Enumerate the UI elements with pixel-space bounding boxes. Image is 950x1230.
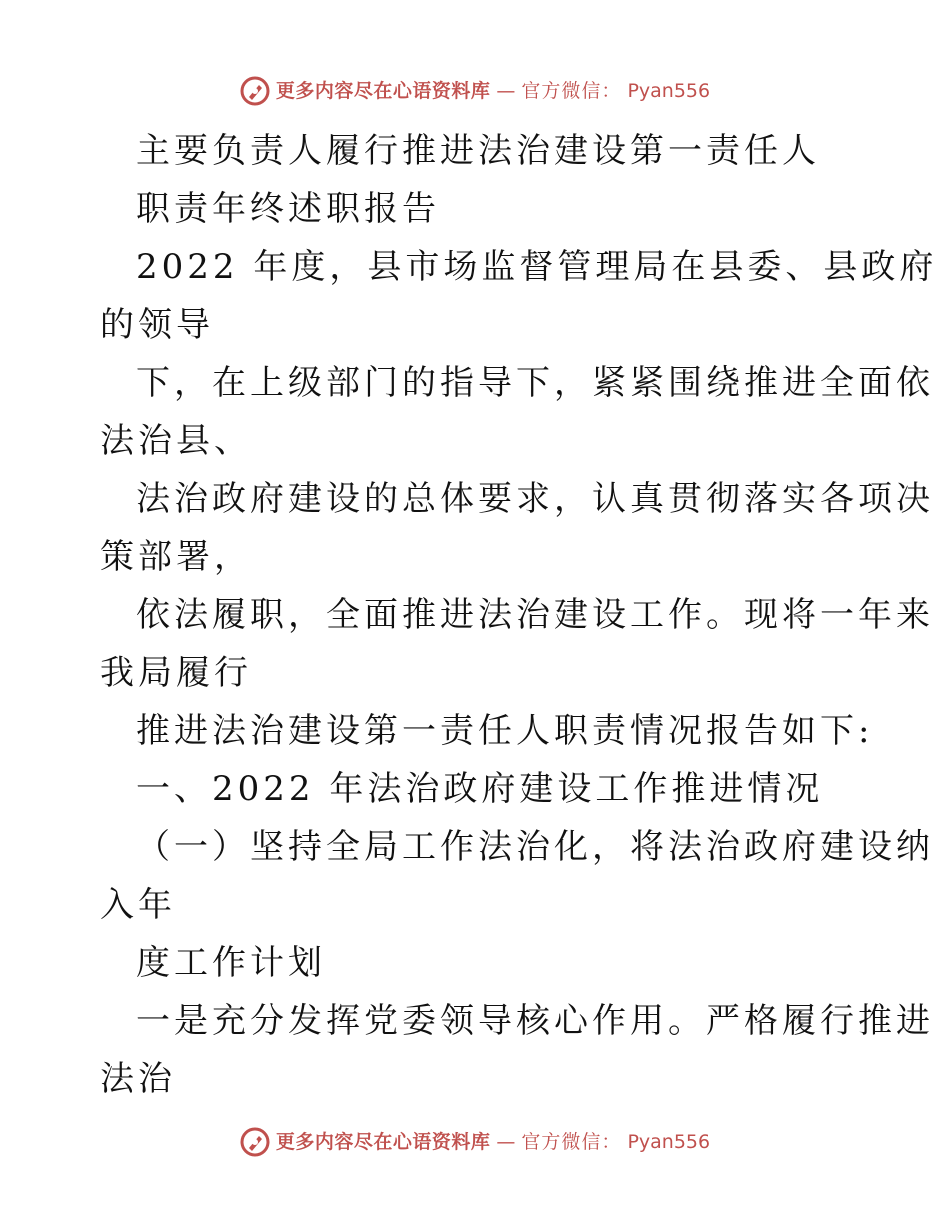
watermark-wechat-label: 官方微信： [521, 1131, 622, 1153]
subsection-heading-cont: 度工作计划 [136, 943, 326, 983]
watermark-separator: — [496, 80, 516, 102]
subsection-heading: （一）坚持全局工作法治化，将法治政府建设纳 [136, 827, 934, 867]
watermark-separator: — [496, 1131, 516, 1153]
watermark-wechat-label: 官方微信： [521, 80, 622, 102]
paragraph-line: 法治 [100, 1059, 176, 1099]
paragraph-line: 的领导 [100, 305, 214, 345]
title-line-1: 主要负责人履行推进法治建设第一责任人 [136, 131, 820, 171]
title-line-2: 职责年终述职报告 [136, 189, 440, 229]
paragraph-line: 法治政府建设的总体要求，认真贯彻落实各项决 [136, 479, 934, 519]
paragraph-line: 下，在上级部门的指导下，紧紧围绕推进全面依 [136, 363, 934, 403]
watermark-wechat-id: Pyan556 [627, 1131, 711, 1153]
paragraph-line: 依法履职，全面推进法治建设工作。现将一年来 [136, 595, 934, 635]
document-body [100, 122, 938, 1108]
watermark-wechat-id: Pyan556 [627, 80, 711, 102]
paragraph-line: 策部署， [100, 537, 252, 577]
subsection-heading-cont: 入年 [100, 885, 176, 925]
pen-seal-icon [240, 1127, 270, 1157]
paragraph-line: 推进法治建设第一责任人职责情况报告如下: [136, 711, 874, 751]
watermark-banner-bottom [0, 1127, 950, 1157]
watermark-site-name: 更多内容尽在心语资料库 [275, 80, 491, 102]
section-heading: 一、2022 年法治政府建设工作推进情况 [136, 769, 824, 809]
paragraph-line: 我局履行 [100, 653, 252, 693]
paragraph-line: 一是充分发挥党委领导核心作用。严格履行推进 [136, 1001, 934, 1041]
pen-seal-icon [240, 76, 270, 106]
watermark-banner-top [0, 76, 950, 106]
paragraph-line: 2022 年度，县市场监督管理局在县委、县政府 [136, 247, 938, 287]
watermark-site-name: 更多内容尽在心语资料库 [275, 1131, 491, 1153]
paragraph-line: 法治县、 [100, 421, 252, 461]
